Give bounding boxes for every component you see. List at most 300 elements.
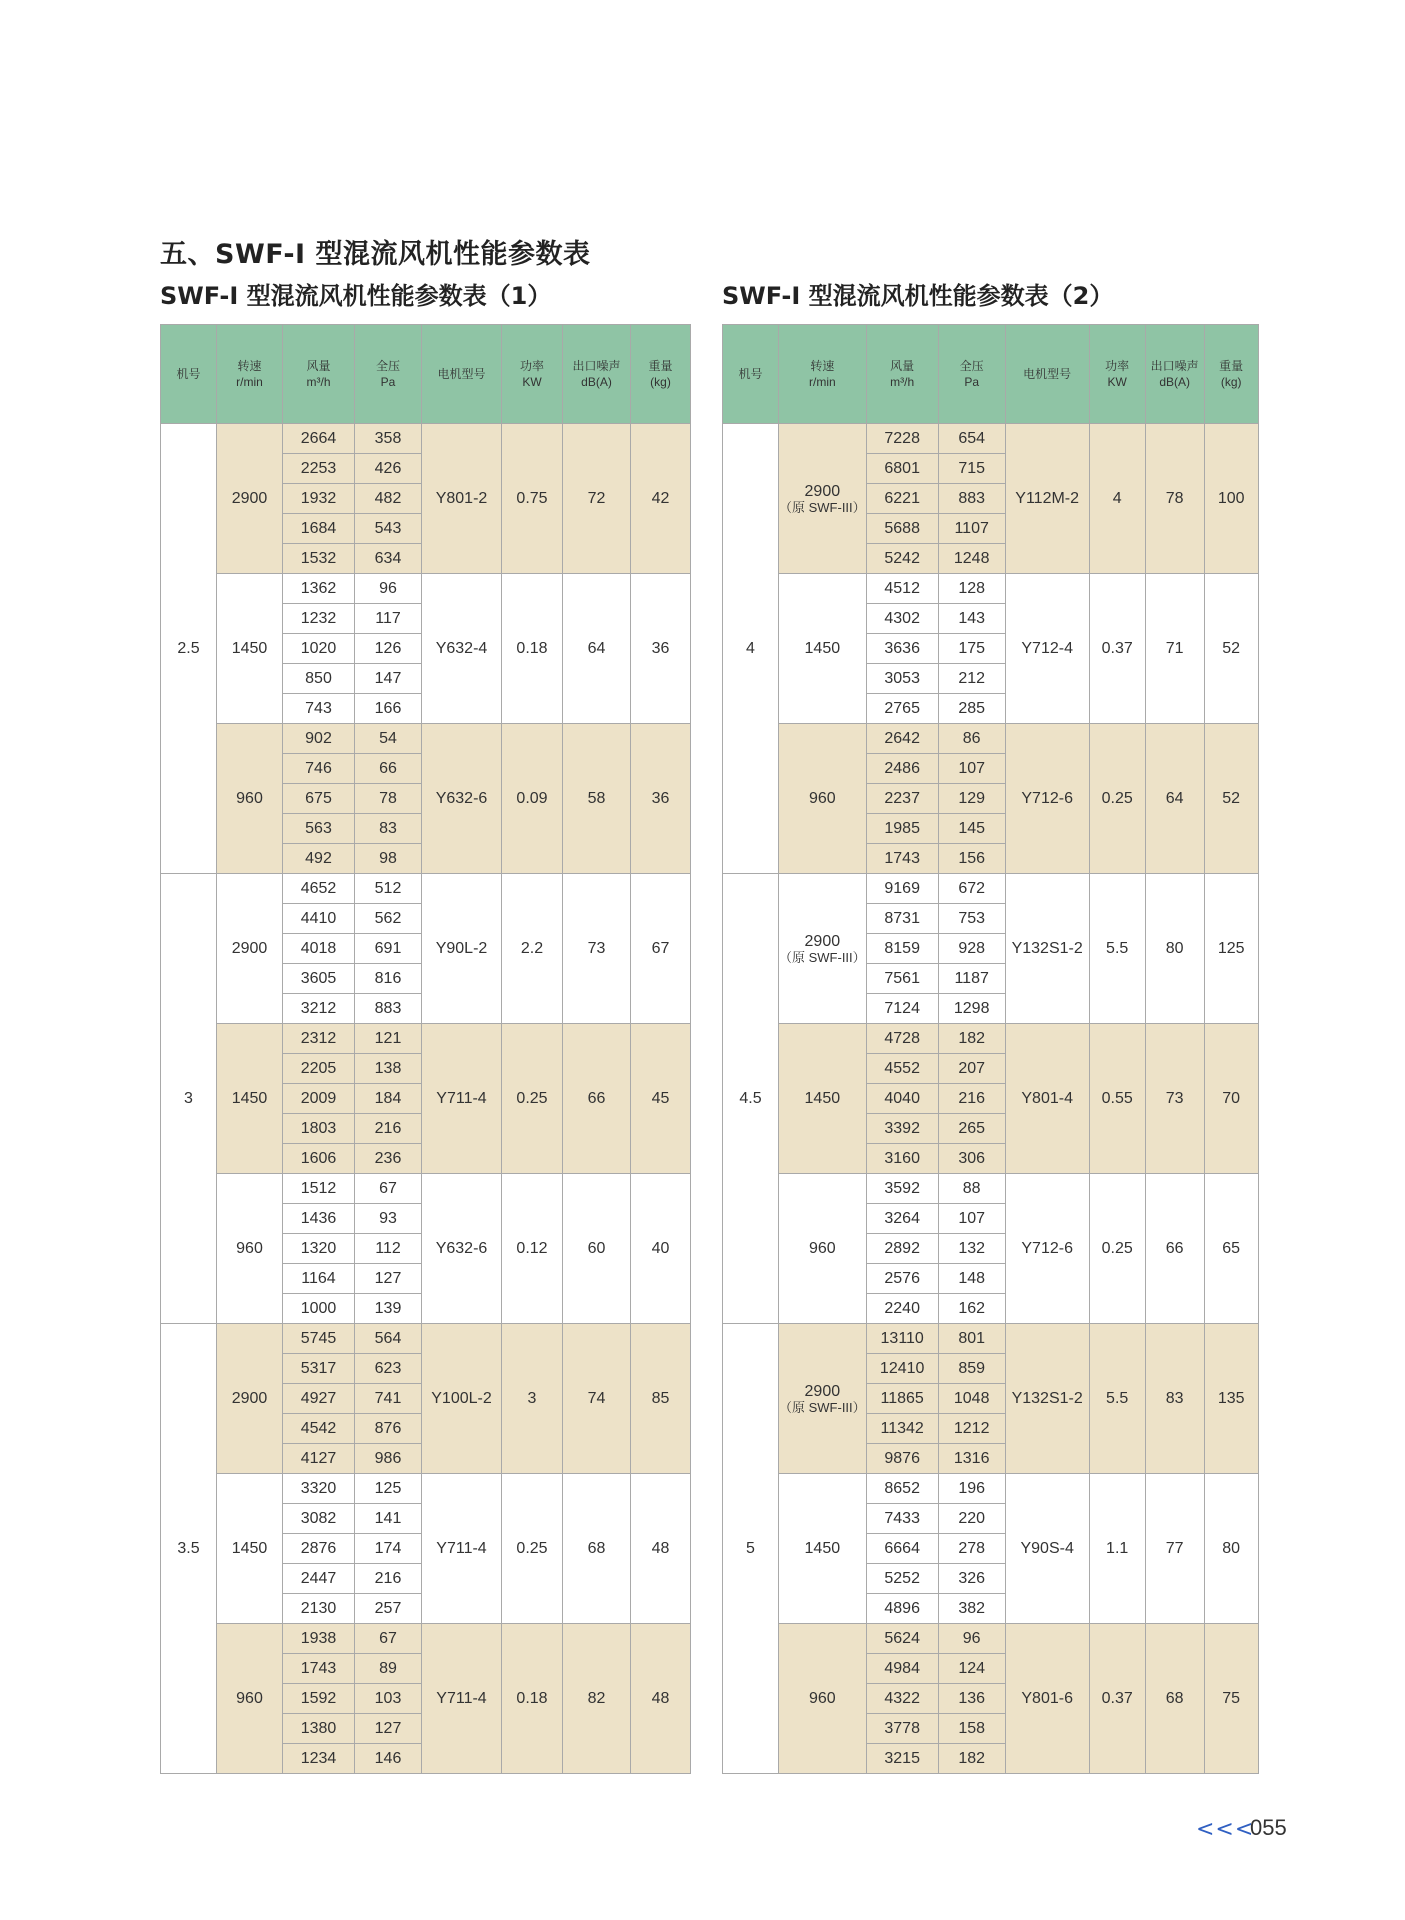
header-weight bbox=[1204, 325, 1258, 424]
airflow-cell: 2237 bbox=[866, 784, 938, 814]
pressure-cell: 147 bbox=[355, 664, 422, 694]
table-row bbox=[161, 424, 691, 454]
pressure-cell: 83 bbox=[355, 814, 422, 844]
airflow-cell: 13110 bbox=[866, 1324, 938, 1354]
weight-cell: 80 bbox=[1204, 1474, 1258, 1624]
pressure-cell: 107 bbox=[938, 754, 1005, 784]
speed-cell bbox=[779, 1024, 867, 1174]
header-airflow bbox=[283, 325, 355, 424]
pressure-cell: 382 bbox=[938, 1594, 1005, 1624]
speed-value: 960 bbox=[808, 1689, 836, 1707]
header-pressure bbox=[355, 325, 422, 424]
machine-no-cell: 3 bbox=[161, 874, 217, 1324]
power-cell: 5.5 bbox=[1089, 874, 1145, 1024]
pressure-cell: 182 bbox=[938, 1024, 1005, 1054]
pressure-cell: 127 bbox=[355, 1264, 422, 1294]
airflow-cell: 2240 bbox=[866, 1294, 938, 1324]
pressure-cell: 158 bbox=[938, 1714, 1005, 1744]
motor-model-cell: Y712-6 bbox=[1005, 724, 1089, 874]
table-row bbox=[161, 874, 691, 904]
airflow-cell: 5317 bbox=[283, 1354, 355, 1384]
pressure-cell: 986 bbox=[355, 1444, 422, 1474]
machine-no-cell: 4 bbox=[723, 424, 779, 874]
pressure-cell: 148 bbox=[938, 1264, 1005, 1294]
airflow-cell: 3082 bbox=[283, 1504, 355, 1534]
motor-model-cell: Y90L-2 bbox=[422, 874, 502, 1024]
airflow-cell: 7561 bbox=[866, 964, 938, 994]
motor-model-cell: Y632-6 bbox=[422, 1174, 502, 1324]
header-label: 功率 bbox=[1105, 359, 1130, 373]
airflow-cell: 3605 bbox=[283, 964, 355, 994]
pressure-cell: 1298 bbox=[938, 994, 1005, 1024]
airflow-cell: 563 bbox=[283, 814, 355, 844]
pressure-cell: 103 bbox=[355, 1684, 422, 1714]
motor-model-cell: Y711-4 bbox=[422, 1624, 502, 1774]
airflow-cell: 4322 bbox=[866, 1684, 938, 1714]
header-unit: m³/h bbox=[890, 375, 915, 389]
pressure-cell: 162 bbox=[938, 1294, 1005, 1324]
airflow-cell: 902 bbox=[283, 724, 355, 754]
table-row bbox=[161, 724, 691, 754]
pressure-cell: 141 bbox=[355, 1504, 422, 1534]
header-label: 电机型号 bbox=[437, 367, 486, 381]
machine-no-cell: 3.5 bbox=[161, 1324, 217, 1774]
airflow-cell: 1436 bbox=[283, 1204, 355, 1234]
motor-model-cell: Y632-4 bbox=[422, 574, 502, 724]
motor-model-cell: Y100L-2 bbox=[422, 1324, 502, 1474]
pressure-cell: 753 bbox=[938, 904, 1005, 934]
noise-cell: 68 bbox=[1145, 1624, 1204, 1774]
airflow-cell: 4302 bbox=[866, 604, 938, 634]
airflow-cell: 4927 bbox=[283, 1384, 355, 1414]
weight-cell: 48 bbox=[631, 1474, 691, 1624]
speed-value: 1450 bbox=[231, 1089, 268, 1107]
airflow-cell: 8159 bbox=[866, 934, 938, 964]
airflow-cell: 2009 bbox=[283, 1084, 355, 1114]
performance-table-1 bbox=[160, 324, 691, 1774]
table-row bbox=[723, 1474, 1259, 1504]
pressure-cell: 96 bbox=[355, 574, 422, 604]
table-row bbox=[161, 1474, 691, 1504]
pressure-cell: 139 bbox=[355, 1294, 422, 1324]
airflow-cell: 1512 bbox=[283, 1174, 355, 1204]
airflow-cell: 6801 bbox=[866, 454, 938, 484]
airflow-cell: 2642 bbox=[866, 724, 938, 754]
table-row bbox=[723, 424, 1259, 454]
motor-model-cell: Y711-4 bbox=[422, 1474, 502, 1624]
airflow-cell: 746 bbox=[283, 754, 355, 784]
header-label: 功率 bbox=[519, 359, 544, 373]
airflow-cell: 11865 bbox=[866, 1384, 938, 1414]
table-row bbox=[161, 1324, 691, 1354]
pressure-cell: 125 bbox=[355, 1474, 422, 1504]
speed-cell bbox=[217, 574, 283, 724]
noise-cell: 72 bbox=[563, 424, 631, 574]
pressure-cell: 112 bbox=[355, 1234, 422, 1264]
speed-value: 2900 bbox=[231, 489, 268, 507]
airflow-cell: 5745 bbox=[283, 1324, 355, 1354]
noise-cell: 60 bbox=[563, 1174, 631, 1324]
speed-value: 960 bbox=[236, 1689, 263, 1707]
airflow-cell: 5624 bbox=[866, 1624, 938, 1654]
pressure-cell: 543 bbox=[355, 514, 422, 544]
airflow-cell: 4040 bbox=[866, 1084, 938, 1114]
noise-cell: 66 bbox=[563, 1024, 631, 1174]
weight-cell: 75 bbox=[1204, 1624, 1258, 1774]
pressure-cell: 166 bbox=[355, 694, 422, 724]
pressure-cell: 564 bbox=[355, 1324, 422, 1354]
airflow-cell: 7228 bbox=[866, 424, 938, 454]
pressure-cell: 1316 bbox=[938, 1444, 1005, 1474]
header-label: 出口噪声 bbox=[572, 359, 621, 373]
table-row bbox=[723, 1024, 1259, 1054]
pressure-cell: 634 bbox=[355, 544, 422, 574]
header-unit: (kg) bbox=[1220, 375, 1242, 389]
noise-cell: 66 bbox=[1145, 1174, 1204, 1324]
motor-model-cell: Y712-4 bbox=[1005, 574, 1089, 724]
header-label: 出口噪声 bbox=[1150, 359, 1199, 373]
table-2-title: SWF-I 型混流风机性能参数表（2） bbox=[722, 282, 1114, 310]
airflow-cell: 743 bbox=[283, 694, 355, 724]
pressure-cell: 88 bbox=[938, 1174, 1005, 1204]
noise-cell: 80 bbox=[1145, 874, 1204, 1024]
pressure-cell: 265 bbox=[938, 1114, 1005, 1144]
airflow-cell: 2253 bbox=[283, 454, 355, 484]
pressure-cell: 859 bbox=[938, 1354, 1005, 1384]
pressure-cell: 54 bbox=[355, 724, 422, 754]
pressure-cell: 816 bbox=[355, 964, 422, 994]
page-title: 五、SWF-I 型混流风机性能参数表 bbox=[160, 239, 591, 270]
pressure-cell: 156 bbox=[938, 844, 1005, 874]
speed-value: 960 bbox=[236, 1239, 263, 1257]
pressure-cell: 182 bbox=[938, 1744, 1005, 1774]
airflow-cell: 2664 bbox=[283, 424, 355, 454]
pressure-cell: 184 bbox=[355, 1084, 422, 1114]
header-machine-no bbox=[161, 325, 217, 424]
machine-no-cell: 2.5 bbox=[161, 424, 217, 874]
pressure-cell: 86 bbox=[938, 724, 1005, 754]
pressure-cell: 358 bbox=[355, 424, 422, 454]
header-unit: KW bbox=[1107, 375, 1127, 389]
header-motor bbox=[422, 325, 502, 424]
airflow-cell: 1234 bbox=[283, 1744, 355, 1774]
weight-cell: 85 bbox=[631, 1324, 691, 1474]
airflow-cell: 9876 bbox=[866, 1444, 938, 1474]
pressure-cell: 654 bbox=[938, 424, 1005, 454]
pressure-cell: 876 bbox=[355, 1414, 422, 1444]
weight-cell: 42 bbox=[631, 424, 691, 574]
pressure-cell: 117 bbox=[355, 604, 422, 634]
pressure-cell: 121 bbox=[355, 1024, 422, 1054]
airflow-cell: 1362 bbox=[283, 574, 355, 604]
table-row bbox=[161, 1024, 691, 1054]
speed-cell bbox=[217, 874, 283, 1024]
airflow-cell: 5252 bbox=[866, 1564, 938, 1594]
motor-model-cell: Y801-6 bbox=[1005, 1624, 1089, 1774]
header-airflow bbox=[866, 325, 938, 424]
airflow-cell: 4984 bbox=[866, 1654, 938, 1684]
table-row bbox=[723, 874, 1259, 904]
airflow-cell: 2486 bbox=[866, 754, 938, 784]
pressure-cell: 93 bbox=[355, 1204, 422, 1234]
noise-cell: 71 bbox=[1145, 574, 1204, 724]
pressure-cell: 562 bbox=[355, 904, 422, 934]
header-row bbox=[723, 325, 1259, 424]
airflow-cell: 3778 bbox=[866, 1714, 938, 1744]
header-unit: dB(A) bbox=[1159, 375, 1191, 389]
table-row bbox=[723, 1174, 1259, 1204]
airflow-cell: 2765 bbox=[866, 694, 938, 724]
noise-cell: 58 bbox=[563, 724, 631, 874]
header-power bbox=[1089, 325, 1145, 424]
power-cell: 0.55 bbox=[1089, 1024, 1145, 1174]
table-row bbox=[723, 1324, 1259, 1354]
header-speed bbox=[779, 325, 867, 424]
pressure-cell: 715 bbox=[938, 454, 1005, 484]
pressure-cell: 928 bbox=[938, 934, 1005, 964]
airflow-cell: 1164 bbox=[283, 1264, 355, 1294]
weight-cell: 65 bbox=[1204, 1174, 1258, 1324]
pressure-cell: 623 bbox=[355, 1354, 422, 1384]
speed-cell bbox=[217, 1474, 283, 1624]
airflow-cell: 1743 bbox=[283, 1654, 355, 1684]
airflow-cell: 7433 bbox=[866, 1504, 938, 1534]
power-cell: 0.25 bbox=[502, 1024, 563, 1174]
weight-cell: 40 bbox=[631, 1174, 691, 1324]
table-1-container bbox=[160, 324, 691, 1774]
weight-cell: 45 bbox=[631, 1024, 691, 1174]
airflow-cell: 2130 bbox=[283, 1594, 355, 1624]
airflow-cell: 1932 bbox=[283, 484, 355, 514]
pressure-cell: 883 bbox=[355, 994, 422, 1024]
airflow-cell: 3320 bbox=[283, 1474, 355, 1504]
airflow-cell: 3053 bbox=[866, 664, 938, 694]
table-row bbox=[161, 574, 691, 604]
weight-cell: 52 bbox=[1204, 574, 1258, 724]
pressure-cell: 672 bbox=[938, 874, 1005, 904]
power-cell: 3 bbox=[502, 1324, 563, 1474]
pressure-cell: 174 bbox=[355, 1534, 422, 1564]
pressure-cell: 207 bbox=[938, 1054, 1005, 1084]
airflow-cell: 3636 bbox=[866, 634, 938, 664]
noise-cell: 82 bbox=[563, 1624, 631, 1774]
airflow-cell: 6221 bbox=[866, 484, 938, 514]
power-cell: 0.25 bbox=[1089, 1174, 1145, 1324]
airflow-cell: 11342 bbox=[866, 1414, 938, 1444]
header-label: 机号 bbox=[176, 367, 201, 381]
pressure-cell: 136 bbox=[938, 1684, 1005, 1714]
airflow-cell: 4552 bbox=[866, 1054, 938, 1084]
airflow-cell: 4127 bbox=[283, 1444, 355, 1474]
noise-cell: 83 bbox=[1145, 1324, 1204, 1474]
speed-cell bbox=[779, 724, 867, 874]
motor-model-cell: Y801-2 bbox=[422, 424, 502, 574]
noise-cell: 73 bbox=[1145, 1024, 1204, 1174]
power-cell: 1.1 bbox=[1089, 1474, 1145, 1624]
pressure-cell: 1107 bbox=[938, 514, 1005, 544]
pressure-cell: 126 bbox=[355, 634, 422, 664]
airflow-cell: 4896 bbox=[866, 1594, 938, 1624]
airflow-cell: 675 bbox=[283, 784, 355, 814]
speed-value: 1450 bbox=[804, 1539, 841, 1557]
weight-cell: 70 bbox=[1204, 1024, 1258, 1174]
weight-cell: 52 bbox=[1204, 724, 1258, 874]
weight-cell: 48 bbox=[631, 1624, 691, 1774]
header-label: 全压 bbox=[959, 359, 984, 373]
noise-cell: 77 bbox=[1145, 1474, 1204, 1624]
page-back-arrows[interactable]: <<< bbox=[1196, 1817, 1255, 1842]
airflow-cell: 1606 bbox=[283, 1144, 355, 1174]
airflow-cell: 1803 bbox=[283, 1114, 355, 1144]
header-speed bbox=[217, 325, 283, 424]
airflow-cell: 4542 bbox=[283, 1414, 355, 1444]
pressure-cell: 482 bbox=[355, 484, 422, 514]
weight-cell: 36 bbox=[631, 574, 691, 724]
pressure-cell: 96 bbox=[938, 1624, 1005, 1654]
airflow-cell: 9169 bbox=[866, 874, 938, 904]
machine-no-cell: 4.5 bbox=[723, 874, 779, 1324]
speed-value: 1450 bbox=[804, 639, 841, 657]
speed-cell bbox=[217, 724, 283, 874]
airflow-cell: 2876 bbox=[283, 1534, 355, 1564]
performance-table-2 bbox=[722, 324, 1259, 1774]
speed-value: 1450 bbox=[231, 1539, 268, 1557]
airflow-cell: 8652 bbox=[866, 1474, 938, 1504]
speed-note: （原 SWF-III） bbox=[779, 499, 866, 515]
noise-cell: 68 bbox=[563, 1474, 631, 1624]
pressure-cell: 66 bbox=[355, 754, 422, 784]
motor-model-cell: Y632-6 bbox=[422, 724, 502, 874]
header-label: 重量 bbox=[1219, 359, 1244, 373]
pressure-cell: 127 bbox=[355, 1714, 422, 1744]
pressure-cell: 143 bbox=[938, 604, 1005, 634]
airflow-cell: 3592 bbox=[866, 1174, 938, 1204]
header-unit: r/min bbox=[236, 375, 263, 389]
weight-cell: 135 bbox=[1204, 1324, 1258, 1474]
speed-cell bbox=[779, 1474, 867, 1624]
pressure-cell: 741 bbox=[355, 1384, 422, 1414]
speed-value: 2900 bbox=[804, 932, 841, 950]
table-2-container bbox=[722, 324, 1259, 1774]
header-power bbox=[502, 325, 563, 424]
table-row bbox=[161, 1174, 691, 1204]
header-label: 重量 bbox=[648, 359, 673, 373]
airflow-cell: 1532 bbox=[283, 544, 355, 574]
header-label: 风量 bbox=[306, 359, 331, 373]
airflow-cell: 492 bbox=[283, 844, 355, 874]
airflow-cell: 12410 bbox=[866, 1354, 938, 1384]
pressure-cell: 67 bbox=[355, 1624, 422, 1654]
airflow-cell: 5688 bbox=[866, 514, 938, 544]
table-row bbox=[161, 1624, 691, 1654]
pressure-cell: 1212 bbox=[938, 1414, 1005, 1444]
header-unit: r/min bbox=[809, 375, 836, 389]
airflow-cell: 3215 bbox=[866, 1744, 938, 1774]
power-cell: 4 bbox=[1089, 424, 1145, 574]
table-row bbox=[723, 574, 1259, 604]
airflow-cell: 2205 bbox=[283, 1054, 355, 1084]
pressure-cell: 1248 bbox=[938, 544, 1005, 574]
pressure-cell: 107 bbox=[938, 1204, 1005, 1234]
power-cell: 0.37 bbox=[1089, 1624, 1145, 1774]
power-cell: 0.37 bbox=[1089, 574, 1145, 724]
table-row bbox=[723, 724, 1259, 754]
airflow-cell: 7124 bbox=[866, 994, 938, 1024]
header-label: 转速 bbox=[237, 359, 262, 373]
pressure-cell: 1187 bbox=[938, 964, 1005, 994]
airflow-cell: 5242 bbox=[866, 544, 938, 574]
airflow-cell: 4652 bbox=[283, 874, 355, 904]
noise-cell: 64 bbox=[563, 574, 631, 724]
pressure-cell: 306 bbox=[938, 1144, 1005, 1174]
pressure-cell: 98 bbox=[355, 844, 422, 874]
airflow-cell: 1743 bbox=[866, 844, 938, 874]
pressure-cell: 285 bbox=[938, 694, 1005, 724]
motor-model-cell: Y801-4 bbox=[1005, 1024, 1089, 1174]
header-row bbox=[161, 325, 691, 424]
header-unit: Pa bbox=[380, 375, 396, 389]
speed-value: 2900 bbox=[804, 482, 841, 500]
pressure-cell: 89 bbox=[355, 1654, 422, 1684]
speed-note: （原 SWF-III） bbox=[779, 1399, 866, 1415]
speed-value: 960 bbox=[236, 789, 263, 807]
pressure-cell: 236 bbox=[355, 1144, 422, 1174]
header-unit: dB(A) bbox=[581, 375, 612, 389]
airflow-cell: 4410 bbox=[283, 904, 355, 934]
pressure-cell: 512 bbox=[355, 874, 422, 904]
header-unit: (kg) bbox=[650, 375, 671, 389]
header-label: 电机型号 bbox=[1023, 367, 1072, 381]
pressure-cell: 216 bbox=[938, 1084, 1005, 1114]
table-1-title: SWF-I 型混流风机性能参数表（1） bbox=[160, 282, 552, 310]
pressure-cell: 257 bbox=[355, 1594, 422, 1624]
power-cell: 0.75 bbox=[502, 424, 563, 574]
header-noise bbox=[1145, 325, 1204, 424]
speed-value: 960 bbox=[808, 1239, 836, 1257]
pressure-cell: 426 bbox=[355, 454, 422, 484]
power-cell: 0.25 bbox=[1089, 724, 1145, 874]
airflow-cell: 1320 bbox=[283, 1234, 355, 1264]
speed-cell bbox=[779, 424, 867, 574]
pressure-cell: 212 bbox=[938, 664, 1005, 694]
airflow-cell: 8731 bbox=[866, 904, 938, 934]
noise-cell: 78 bbox=[1145, 424, 1204, 574]
airflow-cell: 2447 bbox=[283, 1564, 355, 1594]
airflow-cell: 1985 bbox=[866, 814, 938, 844]
header-unit: m³/h bbox=[306, 375, 331, 389]
airflow-cell: 4728 bbox=[866, 1024, 938, 1054]
airflow-cell: 3264 bbox=[866, 1204, 938, 1234]
machine-no-cell: 5 bbox=[723, 1324, 779, 1774]
pressure-cell: 801 bbox=[938, 1324, 1005, 1354]
airflow-cell: 850 bbox=[283, 664, 355, 694]
speed-cell bbox=[217, 424, 283, 574]
motor-model-cell: Y712-6 bbox=[1005, 1174, 1089, 1324]
pressure-cell: 138 bbox=[355, 1054, 422, 1084]
power-cell: 0.18 bbox=[502, 1624, 563, 1774]
motor-model-cell: Y112M-2 bbox=[1005, 424, 1089, 574]
motor-model-cell: Y132S1-2 bbox=[1005, 1324, 1089, 1474]
power-cell: 0.12 bbox=[502, 1174, 563, 1324]
pressure-cell: 278 bbox=[938, 1534, 1005, 1564]
page-number: 055 bbox=[1250, 1815, 1287, 1840]
header-noise bbox=[563, 325, 631, 424]
power-cell: 5.5 bbox=[1089, 1324, 1145, 1474]
noise-cell: 64 bbox=[1145, 724, 1204, 874]
pressure-cell: 326 bbox=[938, 1564, 1005, 1594]
speed-cell bbox=[217, 1174, 283, 1324]
speed-cell bbox=[779, 874, 867, 1024]
